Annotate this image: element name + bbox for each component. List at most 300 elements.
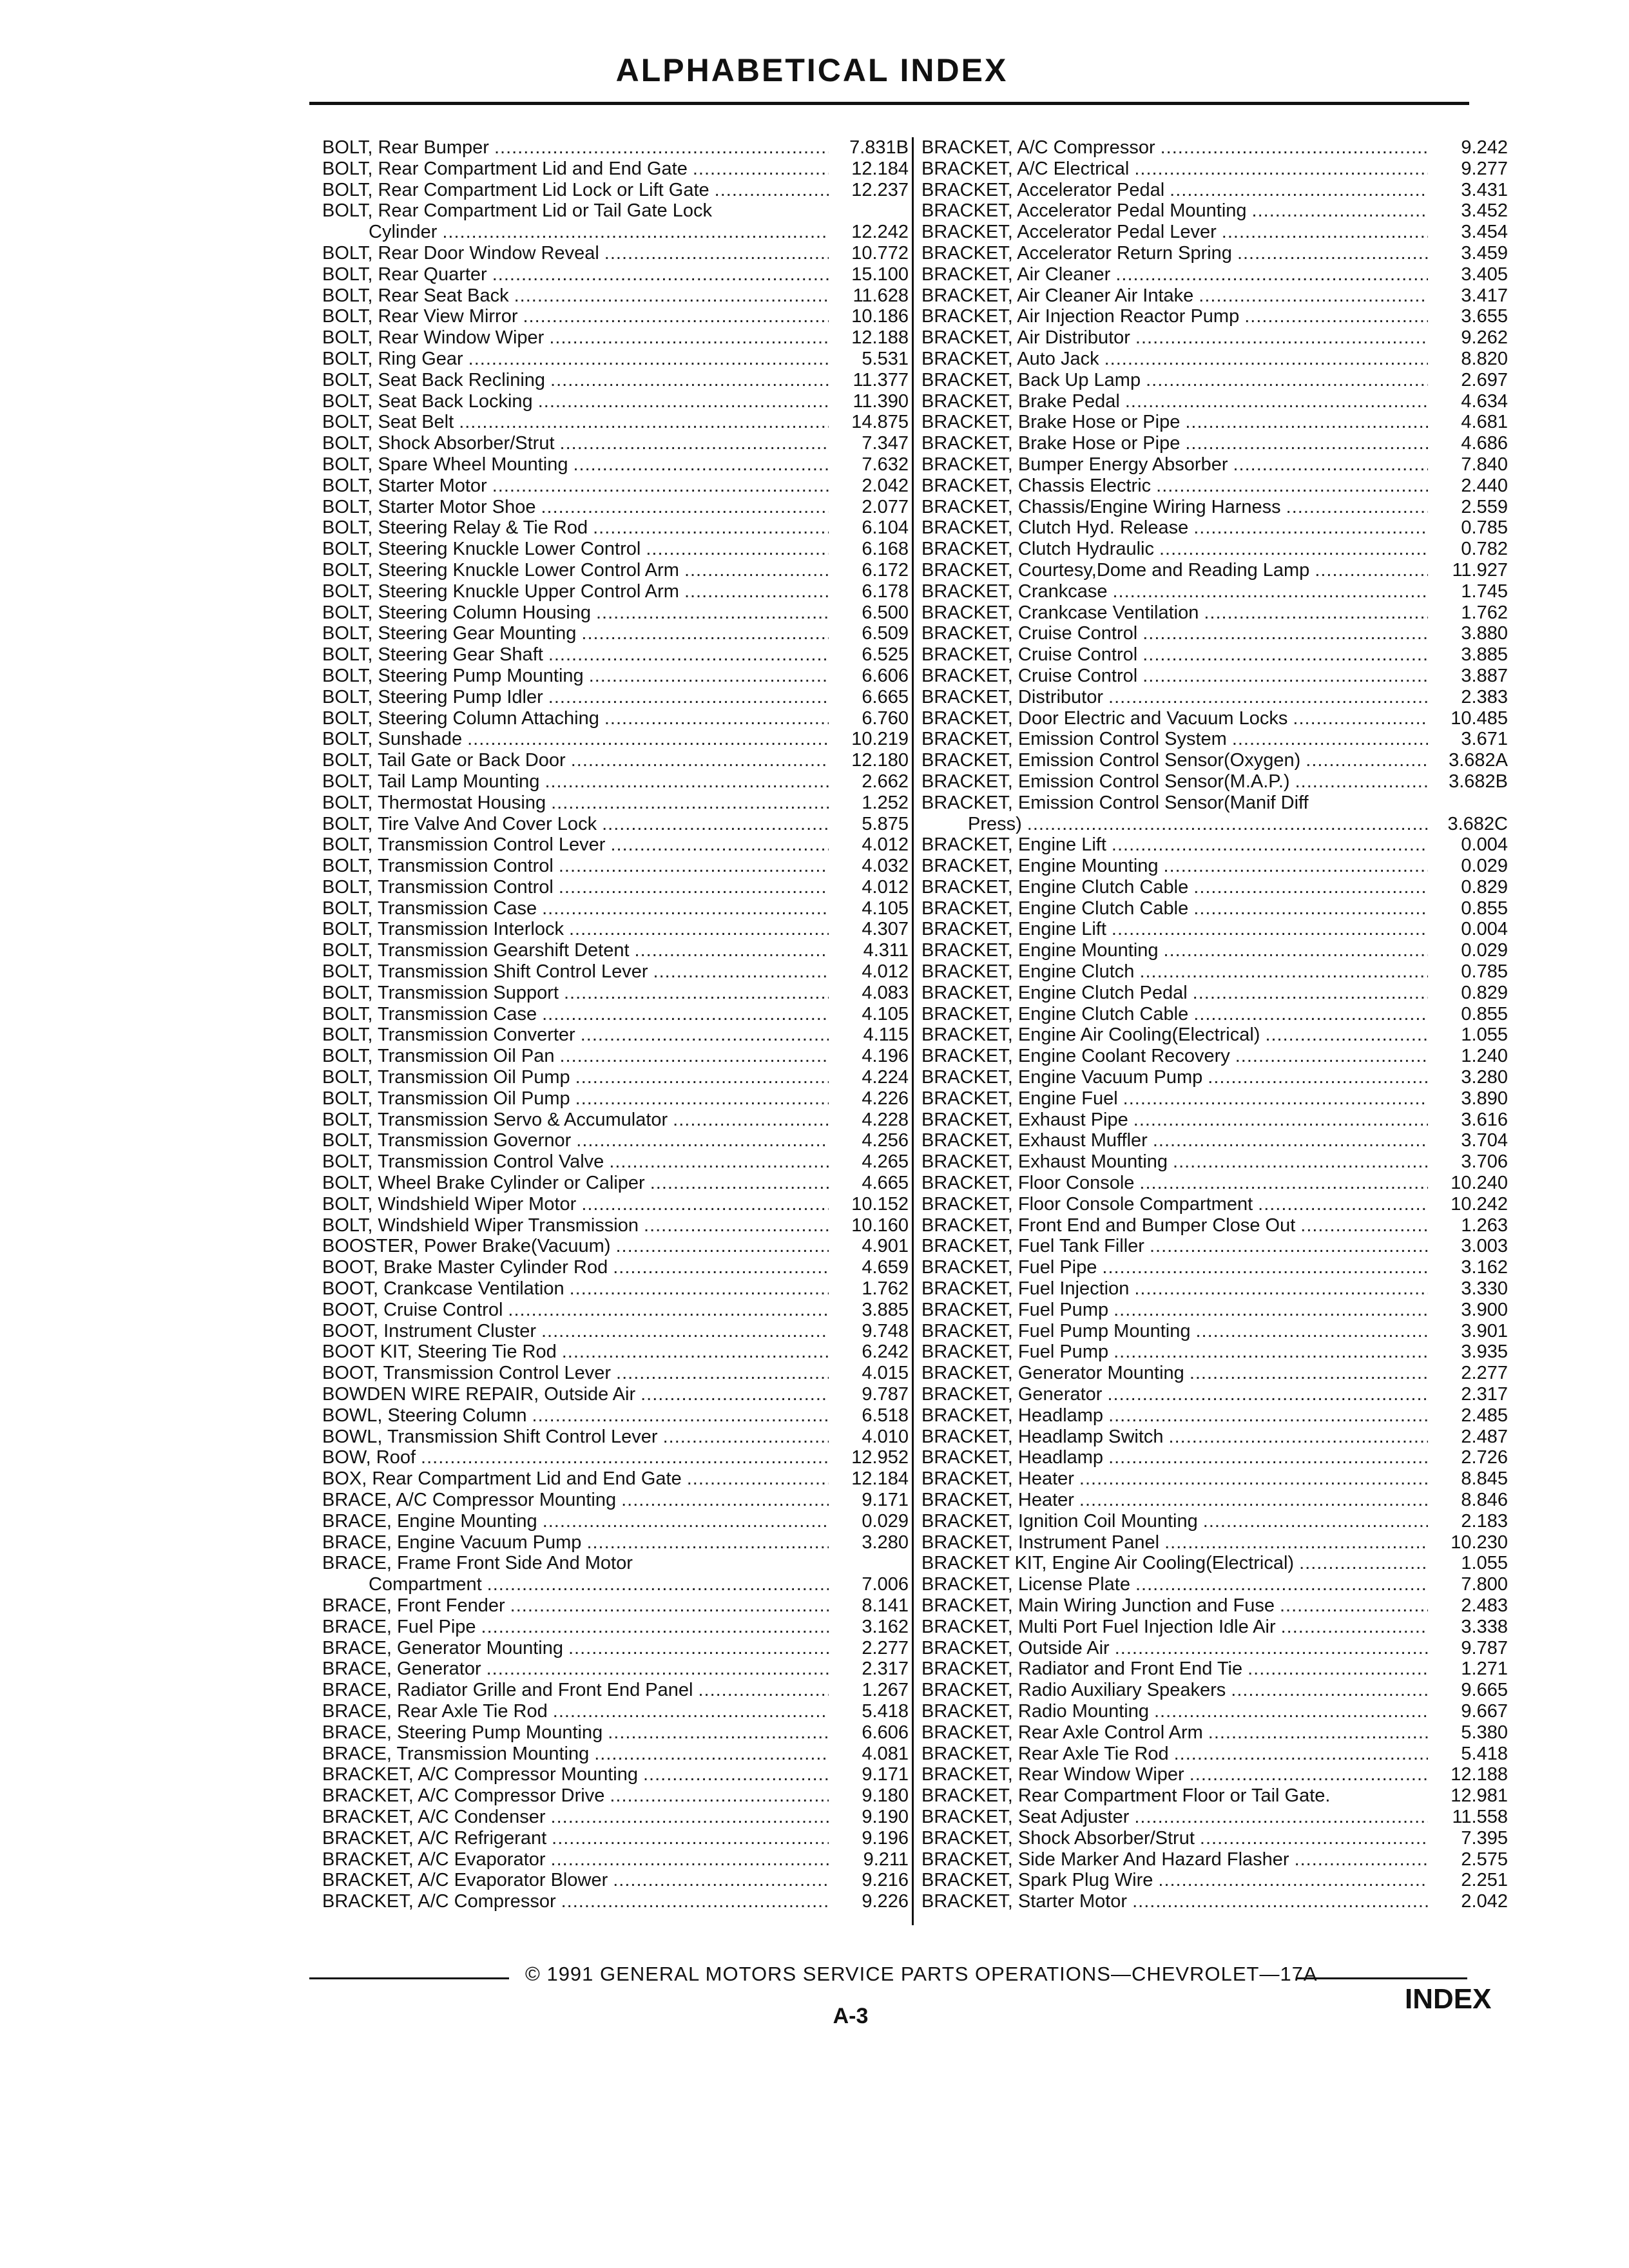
- index-entry: [322, 771, 909, 793]
- index-entry-page-ref: 4.226: [862, 1088, 909, 1109]
- index-entry-page-ref: 4.311: [863, 940, 909, 961]
- dot-leader: [1185, 433, 1428, 454]
- dot-leader: [564, 983, 829, 1004]
- index-entry-label: BRACKET, Outside Air: [921, 1637, 1110, 1658]
- index-entry-label-wrap: [322, 1046, 838, 1067]
- dot-leader: [1170, 180, 1428, 201]
- index-entry-page-ref: 3.431: [1461, 179, 1508, 200]
- dot-leader: [548, 644, 829, 666]
- dot-leader: [492, 476, 829, 497]
- index-entry: [322, 1722, 909, 1744]
- index-entry: [322, 349, 909, 370]
- index-entry-label: BRACKET, Door Electric and Vacuum Locks: [921, 707, 1288, 729]
- index-entry-label: BOLT, Steering Pump Idler: [322, 686, 543, 707]
- dot-leader: [1231, 1680, 1428, 1701]
- index-entry: [921, 1701, 1508, 1722]
- index-entry-page-ref: 2.575: [1461, 1849, 1508, 1870]
- dot-leader: [1154, 1701, 1428, 1722]
- index-entry-label-wrap: [921, 1194, 1437, 1215]
- index-entry-label: BRACKET, A/C Compressor Mounting: [322, 1764, 638, 1785]
- index-entry-label: BOLT, Wheel Brake Cylinder or Caliper: [322, 1173, 645, 1194]
- index-entry: [921, 180, 1508, 201]
- index-entry-label-wrap: [921, 1490, 1437, 1511]
- index-entry: [322, 412, 909, 433]
- index-entry-label-wrap: [921, 1744, 1437, 1765]
- index-entry-label-wrap: [921, 644, 1437, 666]
- index-entry: [322, 1617, 909, 1638]
- index-entry-label: BRACKET, Chassis/Engine Wiring Harness: [921, 496, 1281, 517]
- index-entry-label-wrap: [322, 1828, 838, 1849]
- index-entry-label-wrap: [921, 1849, 1437, 1870]
- index-entry-label-wrap: [322, 1321, 838, 1342]
- index-entry: [322, 708, 909, 729]
- index-entry-label-wrap: [322, 1617, 838, 1638]
- index-entry-label: BOLT, Steering Knuckle Upper Control Arm: [322, 581, 679, 602]
- index-entry-label: BRACKET, Generator: [921, 1384, 1103, 1405]
- index-entry: [921, 1532, 1508, 1553]
- index-entry-page-ref: 3.655: [1461, 306, 1508, 327]
- index-entry-label-wrap: [322, 644, 838, 666]
- dot-leader: [610, 1785, 829, 1807]
- index-entry-page-ref: 11.558: [1452, 1806, 1508, 1827]
- index-entry-page-ref: 11.390: [853, 390, 909, 412]
- index-entry-page-ref: 12.242: [851, 222, 909, 243]
- index-entry-page-ref: 2.317: [1461, 1384, 1508, 1405]
- index-entry-page-ref: 4.686: [1461, 433, 1508, 454]
- dot-leader: [1193, 517, 1428, 539]
- dot-leader: [1315, 560, 1428, 581]
- index-entry-label-wrap: [322, 983, 838, 1004]
- index-entry: [921, 539, 1508, 560]
- dot-leader: [635, 940, 829, 961]
- dot-leader: [548, 687, 829, 708]
- index-entry-label-wrap: [921, 391, 1437, 412]
- index-entry-page-ref: 6.509: [862, 623, 909, 644]
- index-entry-label-wrap: [322, 1785, 838, 1807]
- index-entry-label-wrap: [921, 1004, 1437, 1025]
- index-entry-label: BRACKET, Rear Axle Tie Rod: [921, 1743, 1169, 1764]
- index-entry-label: BOLT, Steering Knuckle Lower Control Arm: [322, 559, 679, 581]
- index-entry: [322, 1764, 909, 1785]
- index-entry-label-wrap: [921, 539, 1437, 560]
- index-entry-label: BOLT, Ring Gear: [322, 348, 463, 369]
- index-entry-page-ref: 1.263: [1461, 1215, 1508, 1236]
- dot-leader: [1164, 940, 1428, 961]
- index-entry-page-ref: 2.183: [1461, 1510, 1508, 1532]
- index-entry: [322, 476, 909, 497]
- index-entry-label: BRACKET KIT, Engine Air Cooling(Electrical): [921, 1553, 1295, 1574]
- index-entry-page-ref: 2.559: [1461, 496, 1508, 517]
- footer-rule-left: [309, 1977, 509, 1979]
- index-entry-page-ref: 3.671: [1461, 729, 1508, 750]
- index-entry-label: Cylinder: [369, 222, 438, 243]
- index-entry-label-wrap: [921, 349, 1437, 370]
- index-entry-label: BRACKET, Crankcase: [921, 581, 1108, 602]
- index-entry-label: BRACKET, Rear Window Wiper: [921, 1764, 1184, 1785]
- index-entry-page-ref: 2.277: [862, 1637, 909, 1658]
- index-entry-label-wrap: [322, 898, 838, 919]
- index-entry-page-ref: 3.003: [1461, 1236, 1508, 1257]
- index-entry: [921, 1891, 1508, 1912]
- dot-leader: [693, 159, 829, 180]
- index-entry-label-wrap: [921, 1785, 1437, 1807]
- index-entry-page-ref: 4.901: [862, 1236, 909, 1257]
- index-entry: [921, 729, 1508, 750]
- index-entry-label-wrap: [921, 1891, 1437, 1912]
- index-entry-page-ref: 3.682C: [1447, 813, 1508, 834]
- index-entry: [921, 1447, 1508, 1468]
- index-entry-label: BOLT, Transmission Support: [322, 982, 559, 1003]
- index-entry-label-wrap: [322, 476, 838, 497]
- index-entry: [921, 623, 1508, 644]
- index-entry-label-wrap: [322, 539, 838, 560]
- index-entry-label: BRACKET, Engine Lift: [921, 919, 1106, 940]
- index-entry: [322, 1511, 909, 1532]
- dot-leader: [593, 517, 829, 539]
- dot-leader: [553, 1701, 829, 1722]
- index-entry-page-ref: 0.785: [1461, 961, 1508, 983]
- index-entry: [921, 1004, 1508, 1025]
- index-entry: [322, 1595, 909, 1617]
- index-entry-page-ref: 2.042: [1461, 1891, 1508, 1912]
- index-entry-page-ref: 12.184: [851, 1468, 909, 1490]
- index-entry-label-wrap: [921, 497, 1437, 518]
- dot-leader: [1293, 708, 1428, 729]
- index-entry-page-ref: 11.927: [1452, 559, 1508, 581]
- index-entry-label: BOLT, Transmission Control: [322, 876, 554, 898]
- index-entry-page-ref: 0.029: [1461, 940, 1508, 961]
- index-entry-label: BRACKET, Engine Mounting: [921, 940, 1159, 961]
- index-entry-label-wrap: [322, 602, 838, 624]
- index-entry: [322, 1870, 909, 1891]
- index-entry-label-wrap: [921, 771, 1437, 793]
- index-entry-page-ref: 12.188: [851, 327, 909, 349]
- index-entry-page-ref: 3.890: [1461, 1088, 1508, 1109]
- index-entry: [322, 623, 909, 644]
- index-entry-label: BOLT, Rear Seat Back: [322, 285, 509, 306]
- index-entry-label-wrap: [322, 1341, 838, 1363]
- index-entry: [322, 243, 909, 264]
- index-entry-label-wrap: [322, 391, 838, 412]
- index-entry: [921, 771, 1508, 793]
- index-entry: [921, 1427, 1508, 1448]
- index-entry-page-ref: 2.662: [862, 771, 909, 792]
- index-entry-page-ref: 1.762: [862, 1278, 909, 1300]
- index-entry-label-wrap: [921, 834, 1437, 856]
- index-entry-label: BOLT, Transmission Interlock: [322, 919, 564, 940]
- index-entry-label: BOLT, Steering Column Housing: [322, 602, 591, 623]
- dot-leader: [613, 1257, 829, 1278]
- index-entry-page-ref: 4.224: [862, 1067, 909, 1088]
- index-entry-page-ref: 8.141: [862, 1595, 909, 1616]
- dot-leader: [459, 412, 829, 433]
- dot-leader: [1199, 285, 1428, 307]
- index-entry-label-wrap: [322, 1257, 838, 1278]
- index-entry-label-wrap: [322, 370, 838, 391]
- footer-rule-right: [1297, 1977, 1467, 1979]
- index-entry: [322, 602, 909, 624]
- index-entry: [921, 1468, 1508, 1490]
- index-entry-label: BRACE, Radiator Grille and Front End Panel: [322, 1680, 693, 1701]
- index-entry-page-ref: 11.628: [853, 285, 909, 306]
- index-entry: [322, 1785, 909, 1807]
- index-entry-label: BRACKET, Front End and Bumper Close Out: [921, 1215, 1296, 1236]
- index-entry-label: BOOT KIT, Steering Tie Rod: [322, 1341, 557, 1363]
- index-entry-label-wrap: [921, 306, 1437, 327]
- dot-leader: [1115, 264, 1428, 285]
- index-entry-page-ref: 9.171: [862, 1764, 909, 1785]
- dot-leader: [1200, 1828, 1428, 1849]
- index-entry-label: BRACKET, Exhaust Muffler: [921, 1130, 1148, 1151]
- index-entry-page-ref: 9.787: [1461, 1637, 1508, 1658]
- index-entry-page-ref: 6.760: [862, 707, 909, 729]
- index-entry-label-wrap: [322, 454, 838, 476]
- index-entry-label-wrap: [322, 708, 838, 729]
- index-entry-page-ref: 3.885: [1461, 644, 1508, 666]
- dot-leader: [1161, 137, 1428, 159]
- index-entry: [921, 1088, 1508, 1110]
- index-entry: [322, 666, 909, 687]
- dot-leader: [684, 560, 829, 581]
- index-entry-label: BRACKET, Floor Console: [921, 1173, 1135, 1194]
- index-entry-page-ref: 1.267: [862, 1680, 909, 1701]
- index-entry: [921, 200, 1508, 222]
- index-entry-page-ref: 3.452: [1461, 200, 1508, 222]
- index-entry-page-ref: 3.901: [1461, 1320, 1508, 1341]
- dot-leader: [1203, 1511, 1428, 1532]
- dot-leader: [1135, 1574, 1428, 1595]
- dot-leader: [549, 327, 829, 349]
- index-entry-label-wrap: [921, 159, 1437, 180]
- index-entry-label: BRACE, Rear Axle Tie Rod: [322, 1700, 548, 1722]
- index-entry: [921, 391, 1508, 412]
- index-entry-page-ref: 10.160: [851, 1215, 909, 1236]
- dot-leader: [1146, 370, 1428, 391]
- index-entry-label-wrap: [322, 1658, 838, 1680]
- dot-leader: [559, 856, 829, 877]
- dot-leader: [494, 137, 829, 159]
- index-entry-page-ref: 0.855: [1461, 898, 1508, 919]
- index-entry-label: BOLT, Windshield Wiper Transmission: [322, 1215, 639, 1236]
- index-entry-page-ref: 4.228: [862, 1109, 909, 1130]
- index-entry-label: BRACKET, Fuel Tank Filler: [921, 1236, 1144, 1257]
- dot-leader: [1142, 666, 1428, 687]
- dot-leader: [575, 1088, 829, 1110]
- dot-leader: [1164, 856, 1428, 877]
- dot-leader: [1204, 602, 1428, 624]
- index-entry-label: BOLT, Rear Window Wiper: [322, 327, 545, 349]
- index-entry-label-wrap: [322, 1151, 838, 1173]
- index-entry-page-ref: 6.178: [862, 581, 909, 602]
- index-entry: [921, 1278, 1508, 1300]
- index-entry-page-ref: 5.380: [1461, 1722, 1508, 1743]
- index-entry-label: BRACKET, Clutch Hydraulic: [921, 539, 1154, 560]
- index-entry-label: BRACKET, Air Injection Reactor Pump: [921, 306, 1240, 327]
- index-entry: [322, 1341, 909, 1363]
- dot-leader: [1104, 349, 1428, 370]
- index-entry: [322, 834, 909, 856]
- index-entry-label-wrap: [921, 1151, 1437, 1173]
- index-entry: [322, 159, 909, 180]
- index-entry: [322, 793, 909, 814]
- index-entry-label-wrap: [322, 961, 838, 983]
- index-entry-label-wrap: [921, 1764, 1437, 1785]
- index-entry-label: BOLT, Seat Belt: [322, 412, 454, 433]
- index-entry-page-ref: 3.706: [1461, 1151, 1508, 1173]
- index-entry-label-wrap: [921, 1595, 1437, 1617]
- index-entry-page-ref: 6.525: [862, 644, 909, 666]
- index-entry-page-ref: 15.100: [851, 264, 909, 285]
- dot-leader: [1185, 412, 1428, 433]
- index-entry-label-wrap: [322, 750, 838, 771]
- dot-leader: [1222, 222, 1428, 243]
- index-entry-label: BRACKET, Accelerator Pedal Lever: [921, 222, 1217, 243]
- index-entry-label: BOLT, Steering Column Attaching: [322, 707, 599, 729]
- index-entry: [322, 1151, 909, 1173]
- index-entry-label: BRACKET, Fuel Pump: [921, 1341, 1109, 1363]
- index-entry-page-ref: 8.846: [1461, 1490, 1508, 1510]
- index-entry-label-wrap: [921, 898, 1437, 919]
- dot-leader: [487, 1658, 829, 1680]
- index-entry-label: BRACE, Fuel Pipe: [322, 1616, 476, 1637]
- index-entry-label-wrap: [921, 1405, 1437, 1427]
- index-entry-label: BRACE, Engine Mounting: [322, 1510, 537, 1532]
- index-entry-label: BRACKET, Bumper Energy Absorber: [921, 454, 1228, 475]
- index-entry-label-wrap: [322, 264, 838, 285]
- dot-leader: [538, 391, 829, 412]
- dot-leader: [569, 919, 829, 940]
- index-entry-label-wrap: [322, 1744, 838, 1765]
- index-entry-label-wrap: [322, 1405, 838, 1427]
- dot-leader: [1142, 644, 1428, 666]
- dot-leader: [551, 793, 829, 814]
- index-entry-page-ref: 11.377: [853, 369, 909, 390]
- index-entry-page-ref: 2.440: [1461, 475, 1508, 496]
- index-entry-label-wrap: [322, 1363, 838, 1384]
- index-entry-label: BOLT, Transmission Oil Pan: [322, 1046, 555, 1067]
- dot-leader: [1286, 497, 1428, 518]
- index-entry-label: BRACKET, Main Wiring Junction and Fuse: [921, 1595, 1275, 1616]
- index-entry-label-wrap: [322, 137, 838, 159]
- index-entry-label-wrap: [322, 666, 838, 687]
- index-entry-label-wrap: [322, 1595, 838, 1617]
- index-entry-page-ref: 6.172: [862, 559, 909, 581]
- index-entry-label-wrap: [921, 1511, 1437, 1532]
- index-entry: [921, 1828, 1508, 1849]
- index-entry-page-ref: 4.083: [862, 982, 909, 1003]
- index-entry-page-ref: 10.240: [1451, 1173, 1508, 1194]
- index-entry-page-ref: 12.981: [1451, 1785, 1508, 1807]
- index-entry: [322, 750, 909, 771]
- index-entry-label-wrap: [322, 1427, 838, 1448]
- index-entry-label-wrap: [921, 1130, 1437, 1151]
- dot-leader: [1232, 729, 1428, 750]
- dot-leader: [508, 1300, 829, 1321]
- dot-leader: [1295, 771, 1428, 793]
- index-entry-label: BRACKET, Headlamp Switch: [921, 1426, 1164, 1447]
- index-entry-page-ref: 9.242: [1461, 137, 1508, 158]
- index-entry-label-wrap: [322, 687, 838, 708]
- index-entry: [322, 644, 909, 666]
- index-entry-label: BRACKET, Engine Clutch Cable: [921, 876, 1189, 898]
- dot-leader: [1158, 1870, 1428, 1891]
- index-entry-label: BRACKET, Engine Clutch Pedal: [921, 982, 1188, 1003]
- dot-leader: [615, 1236, 829, 1257]
- index-entry-page-ref: 3.885: [862, 1299, 909, 1320]
- index-entry-label: BOOT, Transmission Control Lever: [322, 1363, 612, 1384]
- footer-copyright: © 1991 GENERAL MOTORS SERVICE PARTS OPERATIONS—CHEVROLET—17A: [525, 1963, 1318, 1985]
- index-entry-page-ref: 0.855: [1461, 1003, 1508, 1024]
- index-entry-page-ref: 2.487: [1461, 1426, 1508, 1447]
- index-entry: [921, 644, 1508, 666]
- index-entry-page-ref: 4.665: [862, 1173, 909, 1194]
- dot-leader: [481, 1617, 829, 1638]
- dot-leader: [663, 1427, 829, 1448]
- dot-leader: [1079, 1490, 1428, 1511]
- index-entry-label: BRACKET, Emission Control Sensor(Oxygen): [921, 750, 1301, 771]
- index-entry-label-wrap: [921, 961, 1437, 983]
- index-entry-label: BOLT, Rear Compartment Lid Lock or Lift Gate: [322, 179, 709, 200]
- index-entry-label-wrap: [322, 1870, 838, 1891]
- index-entry: [322, 687, 909, 708]
- index-entry: [322, 1236, 909, 1257]
- dot-leader: [1295, 1849, 1428, 1870]
- index-entry-page-ref: 3.280: [1461, 1067, 1508, 1088]
- index-entry-page-ref: 6.168: [862, 539, 909, 560]
- index-entry-label: BOLT, Tail Gate or Back Door: [322, 750, 566, 771]
- index-entry-label-wrap: [322, 560, 838, 581]
- index-entry-label: BOOT, Instrument Cluster: [322, 1320, 536, 1341]
- index-entry-label: BOOT, Crankcase Ventilation: [322, 1278, 564, 1300]
- index-entry: [322, 327, 909, 349]
- dot-leader: [1169, 1427, 1428, 1448]
- dot-leader: [1208, 1722, 1428, 1744]
- index-entry-label-wrap: [322, 1215, 838, 1236]
- dot-leader: [621, 1490, 829, 1511]
- index-entry-page-ref: 3.682B: [1449, 771, 1508, 792]
- index-entry: [921, 1300, 1508, 1321]
- index-entry-label-wrap: [921, 1574, 1437, 1595]
- index-entry-label-wrap: [322, 1701, 838, 1722]
- index-entry: [921, 666, 1508, 687]
- index-entry: [322, 1405, 909, 1427]
- index-entry-page-ref: 3.162: [1461, 1257, 1508, 1278]
- dot-leader: [1112, 919, 1428, 940]
- dot-leader: [421, 1447, 829, 1468]
- index-entry: [322, 1257, 909, 1278]
- index-entry: [921, 327, 1508, 349]
- index-column-right: [921, 137, 1508, 1912]
- index-entry: [921, 1067, 1508, 1088]
- index-entry-label: Compartment: [369, 1574, 482, 1595]
- index-entry-label-wrap: [921, 1384, 1437, 1405]
- index-entry: [322, 454, 909, 476]
- index-entry: [322, 1744, 909, 1765]
- index-entry: [322, 1004, 909, 1025]
- index-entry-page-ref: 9.171: [862, 1490, 909, 1510]
- index-entry-label-wrap: [921, 517, 1437, 539]
- index-entry: [322, 1173, 909, 1194]
- index-entry: [921, 1574, 1508, 1595]
- index-entry-label: BRACKET, Engine Air Cooling(Electrical): [921, 1024, 1260, 1046]
- dot-leader: [467, 729, 829, 750]
- index-entry-page-ref: 9.277: [1461, 158, 1508, 179]
- index-entry-label-wrap: [322, 306, 838, 327]
- index-entry-label-wrap: [921, 729, 1437, 750]
- index-entry-label: BOLT, Steering Pump Mounting: [322, 665, 584, 686]
- dot-leader: [571, 750, 829, 771]
- index-entry: [921, 919, 1508, 940]
